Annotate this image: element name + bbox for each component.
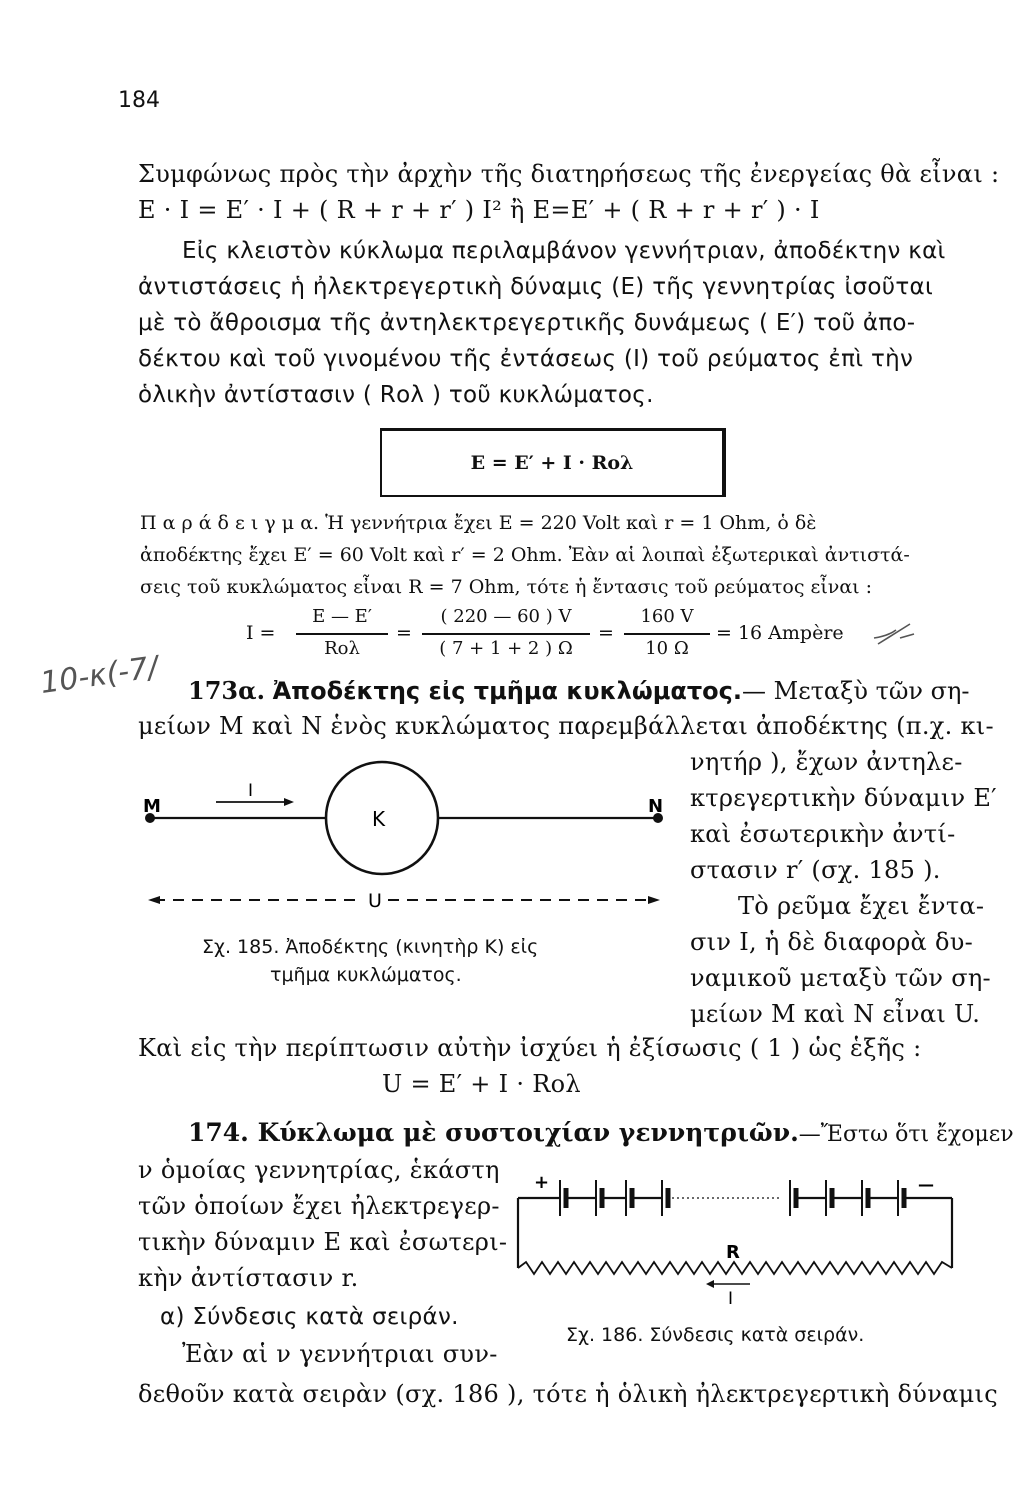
label-k: K: [372, 807, 386, 831]
section-173a-heading: [188, 676, 970, 705]
section-173a-right-line: κτρεγερτικὴν δύναμιν E′: [690, 784, 997, 812]
section-173a-number: 173α.: [188, 676, 265, 705]
section-174-line: ν ὁμοίας γεννητρίας, ἑκάστη: [138, 1156, 500, 1184]
example-line: σεις τοῦ κυκλώματος εἶναι R = 7 Ohm, τότε ἡ ἔντασις τοῦ ρεύματος εἶναι :: [140, 576, 873, 598]
example-line: ἀποδέκτης ἔχει E′ = 60 Volt καὶ r′ = 2 Ohm. Ἐὰν αἱ λοιπαὶ ἐξωτερικαὶ ἀντιστά-: [140, 544, 910, 566]
section-174-heading: [188, 1118, 1014, 1147]
section-173a-right-line: μείων M καὶ N εἶναι U.: [690, 1000, 981, 1028]
section-174-line: τῶν ὁποίων ἔχει ἠλεκτρεγερ-: [138, 1192, 500, 1220]
current-arrow-head: [706, 1280, 714, 1288]
calc-eq2: =: [598, 622, 614, 644]
label-n: N: [648, 796, 664, 817]
section-174-line: κὴν ἀντίστασιν r.: [138, 1264, 359, 1292]
calc-f3-bar: [624, 633, 710, 635]
calc-f1-bar: [296, 633, 388, 635]
closed-circuit-para-line: δέκτου καὶ τοῦ γινομένου τῆς ἐντάσεως (I) τοῦ ρεύματος ἐπὶ τὴν: [138, 346, 914, 372]
energy-conservation-line: Συμφώνως πρὸς τὴν ἀρχὴν τῆς διατηρήσεως τῆς ἐνεργείας θὰ εἶναι :: [138, 160, 1000, 188]
section-173a-right-line: σιν I, ἡ δὲ διαφορὰ δυ-: [690, 928, 974, 956]
figure-185-caption: Σχ. 185. Ἀποδέκτης (κινητὴρ K) εἰς: [202, 936, 539, 958]
figure-186-caption: Σχ. 186. Σύνδεσις κατὰ σειράν.: [566, 1324, 865, 1346]
page-number: 184: [118, 88, 160, 113]
voltage-arrow-left: [148, 896, 160, 904]
calc-f2-num: ( 220 — 60 ) V: [440, 606, 572, 627]
section-173a-lead: — Μεταξὺ τῶν ση-: [742, 677, 970, 705]
battery-cells: [560, 1180, 930, 1216]
section-174-line: Ἐὰν αἱ ν γεννήτριαι συν-: [182, 1340, 498, 1368]
resistor-r-zigzag: [518, 1262, 952, 1274]
section-173a-right-line: στασιν r′ (σχ. 185 ).: [690, 856, 941, 884]
section-173a-line: μείων M καὶ N ἑνὸς κυκλώματος παρεμβάλλεται ἀποδέκτης (π.χ. κι-: [138, 712, 994, 740]
calc-lhs: I =: [246, 622, 276, 644]
minus-terminal: —: [918, 1175, 934, 1194]
closed-circuit-para-line: Εἰς κλειστὸν κύκλωμα περιλαμβάνον γεννήτριαν, ἀποδέκτην καὶ: [182, 238, 946, 264]
calc-f1-num: E — E′: [312, 606, 372, 627]
section-173a-right-line: νητήρ ), ἔχων ἀντηλε-: [690, 748, 963, 776]
calc-f2-bar: [422, 633, 590, 635]
section-173a-formula: U = E′ + I · Rολ: [382, 1070, 581, 1098]
section-174-title: 174. Κύκλωμα μὲ συστοιχίαν γεννητριῶν.: [188, 1118, 799, 1147]
calc-f3-num: 160 V: [640, 606, 694, 627]
label-i: I: [248, 781, 254, 801]
voltage-arrow-right: [648, 896, 660, 904]
section-173a-title: Ἀποδέκτης εἰς τμῆμα κυκλώματος.: [272, 677, 743, 705]
formula-box-text: E = E′ + I · Rολ: [470, 452, 634, 474]
closed-circuit-para-line: ἀντιστάσεις ἡ ἠλεκτρεγερτικὴ δύναμις (E) τῆς γεννητρίας ἰσοῦται: [138, 274, 934, 300]
section-173a-right-line: ναμικοῦ μεταξὺ τῶν ση-: [690, 964, 991, 992]
section-174-line: τικὴν δύναμιν E καὶ ἐσωτερι-: [138, 1228, 508, 1256]
figure-186-series-diagram: [500, 1158, 970, 1308]
pencil-mark-icon: [870, 616, 920, 656]
figure-185-caption: τμῆμα κυκλώματος.: [270, 964, 462, 986]
calc-f3-den: 10 Ω: [645, 638, 689, 659]
energy-equation-line: E · I = E′ · I + ( R + r + r′ ) I² ἢ E=E′ + ( R + r + r′ ) · I: [138, 196, 820, 224]
label-i: I: [728, 1289, 734, 1308]
section-174-last-line: δεθοῦν κατὰ σειρὰν (σχ. 186 ), τότε ἡ ὁλικὴ ἠλεκτρεγερτικὴ δύναμις: [138, 1380, 998, 1408]
figure-185-motor-diagram: [140, 752, 680, 932]
plus-terminal: +: [534, 1172, 550, 1193]
label-r: R: [726, 1242, 740, 1263]
handwritten-note: 10-κ(-7/: [38, 649, 161, 702]
section-173a-closing: Καὶ εἰς τὴν περίπτωσιν αὐτὴν ἰσχύει ἡ ἐξίσωσις ( 1 ) ὡς ἑξῆς :: [138, 1034, 922, 1062]
current-arrow-head: [284, 798, 294, 806]
section-173a-right-line: Τὸ ρεῦμα ἔχει ἔντα-: [738, 892, 985, 920]
section-174-subhead: α) Σύνδεσις κατὰ σειράν.: [160, 1304, 459, 1330]
closed-circuit-para-line: μὲ τὸ ἄθροισμα τῆς ἀντηλεκτρεγερτικῆς δυνάμεως ( E′) τοῦ ἀπο-: [138, 310, 916, 336]
example-line: Π α ρ ά δ ε ι γ μ α. Ἡ γεννήτρια ἔχει E = 220 Volt καὶ r = 1 Ohm, ὁ δὲ: [140, 512, 817, 534]
label-m: M: [143, 796, 161, 817]
section-174-lead: —Ἔστω ὅτι ἔχομεν: [798, 1122, 1014, 1147]
calc-result: = 16 Ampère: [716, 622, 844, 644]
formula-box: [380, 428, 726, 497]
label-u: U: [368, 890, 382, 912]
closed-circuit-para-line: ὁλικὴν ἀντίστασιν ( Rολ ) τοῦ κυκλώματος.: [138, 382, 654, 408]
calc-eq1: =: [396, 622, 412, 644]
calc-f2-den: ( 7 + 1 + 2 ) Ω: [439, 638, 573, 659]
calc-f1-den: Rολ: [324, 638, 360, 659]
section-173a-right-line: καὶ ἐσωτερικὴν ἀντί-: [690, 820, 956, 848]
